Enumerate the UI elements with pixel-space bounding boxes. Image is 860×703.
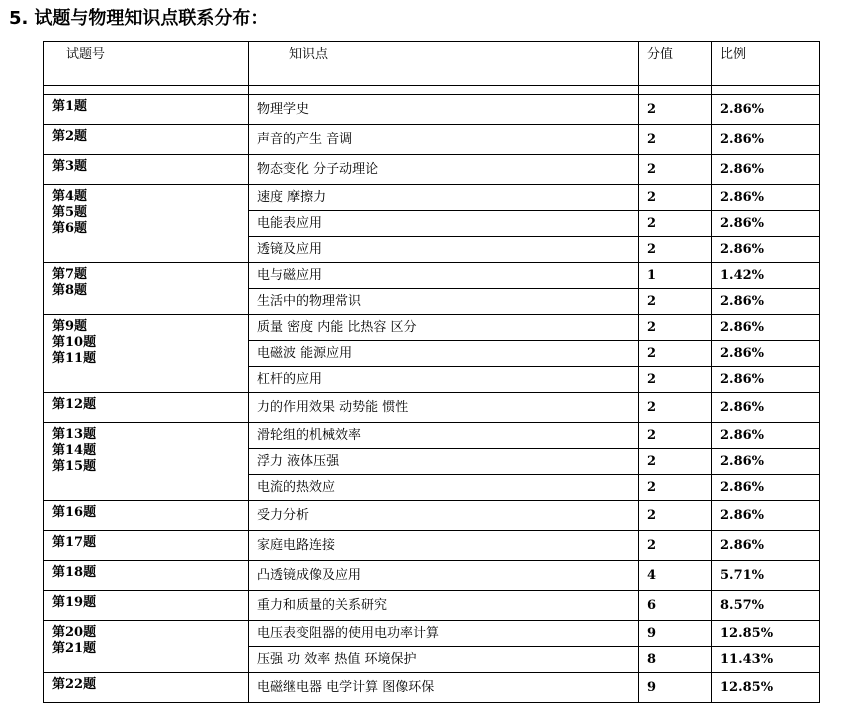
- question-number: 第19题: [52, 595, 97, 610]
- header-spacer-row: [44, 86, 820, 95]
- knowledge-cell: 凸透镜成像及应用: [249, 561, 639, 591]
- table-row: [44, 393, 820, 423]
- score-cell: 2: [639, 393, 712, 423]
- section-number: 5.: [9, 8, 29, 29]
- question-number: 第1题: [52, 99, 88, 114]
- ratio-cell: 2.86%: [712, 367, 820, 393]
- knowledge-cell: 生活中的物理常识: [249, 289, 639, 315]
- table-row: [44, 531, 820, 561]
- ratio-cell: 2.86%: [712, 155, 820, 185]
- question-number: 第10题: [52, 335, 97, 350]
- table-row: [44, 263, 820, 289]
- table-row: [44, 561, 820, 591]
- knowledge-cell: 电与磁应用: [249, 263, 639, 289]
- score-cell: 8: [639, 647, 712, 673]
- question-number-cell: [44, 621, 249, 673]
- question-number: 第4题: [52, 189, 88, 204]
- question-number-cell: [44, 673, 249, 703]
- ratio-cell: 11.43%: [712, 647, 820, 673]
- ratio-cell: 2.86%: [712, 315, 820, 341]
- question-number-cell: [44, 423, 249, 501]
- question-number-cell: [44, 315, 249, 393]
- knowledge-cell: 电能表应用: [249, 211, 639, 237]
- score-cell: 2: [639, 315, 712, 341]
- question-number-cell: [44, 185, 249, 263]
- question-number: 第12题: [52, 397, 97, 412]
- section-title-text: 试题与物理知识点联系分布：: [34, 8, 269, 29]
- spacer-cell: [44, 86, 249, 95]
- question-number: 第20题: [52, 625, 97, 640]
- table-row: [44, 423, 820, 449]
- ratio-cell: 8.57%: [712, 591, 820, 621]
- ratio-cell: 2.86%: [712, 237, 820, 263]
- ratio-cell: 2.86%: [712, 449, 820, 475]
- header-knowledge: 知识点: [249, 42, 639, 86]
- question-number: 第5题: [52, 205, 88, 220]
- score-cell: 2: [639, 155, 712, 185]
- score-cell: 2: [639, 531, 712, 561]
- question-number: 第17题: [52, 535, 97, 550]
- question-number-cell: [44, 501, 249, 531]
- question-number: 第6题: [52, 221, 88, 236]
- spacer-cell: [639, 86, 712, 95]
- question-number: 第9题: [52, 319, 88, 334]
- knowledge-cell: 物理学史: [249, 95, 639, 125]
- table-row: [44, 185, 820, 211]
- ratio-cell: 2.86%: [712, 185, 820, 211]
- knowledge-cell: 物态变化 分子动理论: [249, 155, 639, 185]
- score-cell: 9: [639, 673, 712, 703]
- score-cell: 2: [639, 185, 712, 211]
- table-row: [44, 673, 820, 703]
- score-cell: 1: [639, 263, 712, 289]
- question-number-cell: [44, 263, 249, 315]
- ratio-cell: 2.86%: [712, 475, 820, 501]
- ratio-cell: 1.42%: [712, 263, 820, 289]
- score-cell: 2: [639, 501, 712, 531]
- question-number: 第8题: [52, 283, 88, 298]
- table-row: [44, 155, 820, 185]
- ratio-cell: 2.86%: [712, 393, 820, 423]
- ratio-cell: 2.86%: [712, 125, 820, 155]
- ratio-cell: 2.86%: [712, 501, 820, 531]
- score-cell: 2: [639, 289, 712, 315]
- section-title: [9, 6, 268, 32]
- question-number: 第3题: [52, 159, 88, 174]
- knowledge-cell: 杠杆的应用: [249, 367, 639, 393]
- score-cell: 2: [639, 449, 712, 475]
- knowledge-cell: 速度 摩擦力: [249, 185, 639, 211]
- ratio-cell: 5.71%: [712, 561, 820, 591]
- knowledge-cell: 浮力 液体压强: [249, 449, 639, 475]
- score-cell: 2: [639, 211, 712, 237]
- question-number: 第11题: [52, 351, 97, 366]
- knowledge-cell: 电流的热效应: [249, 475, 639, 501]
- header-question: 试题号: [44, 42, 249, 86]
- question-number: 第15题: [52, 459, 97, 474]
- knowledge-distribution-table: [43, 41, 820, 703]
- question-number-cell: [44, 393, 249, 423]
- ratio-cell: 2.86%: [712, 95, 820, 125]
- header-score: 分值: [639, 42, 712, 86]
- score-cell: 6: [639, 591, 712, 621]
- ratio-cell: 2.86%: [712, 211, 820, 237]
- table-row: [44, 621, 820, 647]
- question-number: 第2题: [52, 129, 88, 144]
- score-cell: 2: [639, 95, 712, 125]
- knowledge-cell: 家庭电路连接: [249, 531, 639, 561]
- table-row: [44, 125, 820, 155]
- ratio-cell: 2.86%: [712, 289, 820, 315]
- table-row: [44, 501, 820, 531]
- score-cell: 2: [639, 475, 712, 501]
- knowledge-cell: 受力分析: [249, 501, 639, 531]
- spacer-cell: [712, 86, 820, 95]
- question-number: 第18题: [52, 565, 97, 580]
- score-cell: 9: [639, 621, 712, 647]
- knowledge-cell: 重力和质量的关系研究: [249, 591, 639, 621]
- score-cell: 2: [639, 341, 712, 367]
- knowledge-cell: 电磁继电器 电学计算 图像环保: [249, 673, 639, 703]
- ratio-cell: 12.85%: [712, 621, 820, 647]
- ratio-cell: 2.86%: [712, 531, 820, 561]
- table-header-row: [44, 42, 820, 86]
- question-number: 第16题: [52, 505, 97, 520]
- table-row: [44, 591, 820, 621]
- score-cell: 2: [639, 423, 712, 449]
- spacer-cell: [249, 86, 639, 95]
- question-number-cell: [44, 125, 249, 155]
- header-ratio: 比例: [712, 42, 820, 86]
- question-number: 第22题: [52, 677, 97, 692]
- table-row: [44, 95, 820, 125]
- question-number-cell: [44, 561, 249, 591]
- question-number: 第7题: [52, 267, 88, 282]
- ratio-cell: 2.86%: [712, 341, 820, 367]
- knowledge-cell: 质量 密度 内能 比热容 区分: [249, 315, 639, 341]
- question-number: 第14题: [52, 443, 97, 458]
- knowledge-cell: 压强 功 效率 热值 环境保护: [249, 647, 639, 673]
- score-cell: 4: [639, 561, 712, 591]
- knowledge-cell: 力的作用效果 动势能 惯性: [249, 393, 639, 423]
- ratio-cell: 2.86%: [712, 423, 820, 449]
- question-number-cell: [44, 531, 249, 561]
- score-cell: 2: [639, 237, 712, 263]
- question-number-cell: [44, 95, 249, 125]
- knowledge-cell: 电磁波 能源应用: [249, 341, 639, 367]
- knowledge-cell: 电压表变阻器的使用电功率计算: [249, 621, 639, 647]
- score-cell: 2: [639, 367, 712, 393]
- score-cell: 2: [639, 125, 712, 155]
- knowledge-cell: 声音的产生 音调: [249, 125, 639, 155]
- question-number: 第21题: [52, 641, 97, 656]
- ratio-cell: 12.85%: [712, 673, 820, 703]
- question-number: 第13题: [52, 427, 97, 442]
- knowledge-cell: 透镜及应用: [249, 237, 639, 263]
- knowledge-cell: 滑轮组的机械效率: [249, 423, 639, 449]
- question-number-cell: [44, 155, 249, 185]
- table-row: [44, 315, 820, 341]
- question-number-cell: [44, 591, 249, 621]
